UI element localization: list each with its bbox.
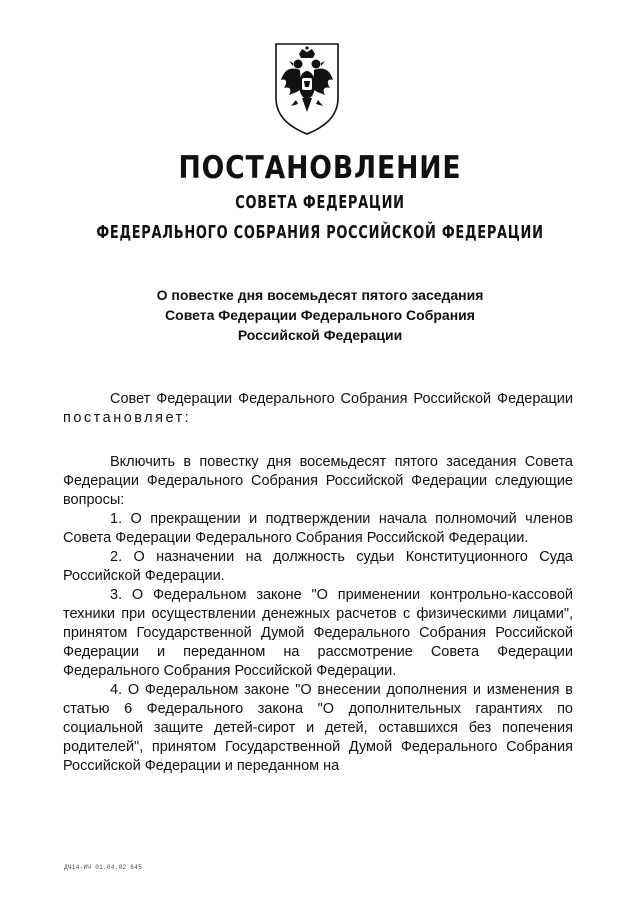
lead-paragraph: Включить в повестку дня восемьдесят пятого заседания Совета Федерации Федерального Собрания Российской Федерации следующие вопросы: <box>63 454 573 508</box>
coat-of-arms-emblem <box>272 40 342 136</box>
intro-text: Совет Федерации Федерального Собрания Российской Федерации <box>110 391 573 407</box>
intro-paragraph <box>63 390 573 428</box>
document-title-line-2: Совета Федерации Федерального Собрания <box>165 307 475 323</box>
resolves-word: постановляет: <box>63 410 192 426</box>
agenda-item: 1. О прекращении и подтверждении начала полномочий членов Совета Федерации Федерального Собрания Российской Федерации. <box>63 511 573 546</box>
document-type-heading: ПОСТАНОВЛЕНИЕ <box>178 150 462 186</box>
document-title-line-1: О повестке дня восемьдесят пятого заседания <box>156 287 484 303</box>
footer-document-code: ДЧ14-ИЧ 01.04.02 645 <box>64 864 143 871</box>
resolution-intro <box>63 390 573 428</box>
issuer-line-2: ФЕДЕРАЛЬНОГО СОБРАНИЯ РОССИЙСКОЙ ФЕДЕРАЦИИ <box>96 222 544 243</box>
document-title-line-3: Российской Федерации <box>237 327 403 343</box>
agenda-item: 4. О Федеральном законе "О внесении дополнения и изменения в статью 6 Федерального закона "О дополнительных гарантиях по социальной защите детей-сирот и детей, оставшихся без попечения родителей", принятом Государственной Думой Федерального Собрания Российской Федерации и переданном на <box>63 682 573 774</box>
document-title <box>0 285 640 345</box>
agenda-item: 3. О Федеральном законе "О применении контрольно-кассовой техники при осуществлении денежных расчетов с физическими лицами", принятом Государственной Думой Федерального Собрания Российской Федерации и переданном на рассмотрение Совета Федерации Федерального Собрания Российской Федерации. <box>63 587 573 679</box>
issuer-line-1: СОВЕТА ФЕДЕРАЦИИ <box>235 192 405 213</box>
agenda-item: 2. О назначении на должность судьи Конституционного Суда Российской Федерации. <box>63 549 573 584</box>
agenda-body <box>63 453 573 776</box>
